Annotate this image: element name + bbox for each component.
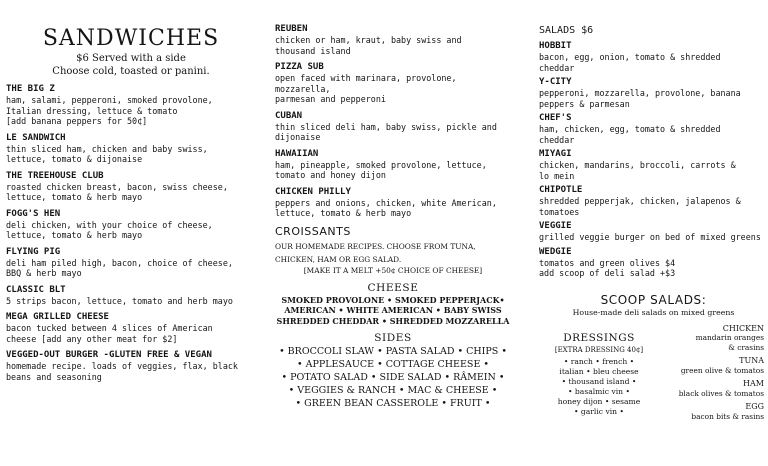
middle-column <box>275 0 511 466</box>
sandwich-list-continued <box>275 0 511 219</box>
croissants-melt-note: [MAKE IT A MELT +50¢ CHOICE OF CHEESE] <box>303 265 483 275</box>
sandwiches-prep-note: Choose cold, toasted or panini. <box>52 66 210 77</box>
menu-item <box>275 111 511 143</box>
menu-item-name: CHIPOTLE <box>539 185 583 195</box>
dressings-section <box>539 332 659 417</box>
sides-list <box>275 345 511 410</box>
menu-item-description: lettuce, tomato & herb mayo <box>275 208 412 218</box>
menu-item <box>656 324 764 353</box>
menu-item-name: TUNA <box>739 356 764 365</box>
menu-item-description: chicken, mandarins, broccoli, carrots & <box>539 160 736 170</box>
dressing-line: • thousand island • <box>561 376 637 386</box>
menu-item <box>656 356 764 375</box>
menu-item <box>275 62 511 105</box>
dressings-list <box>539 357 659 417</box>
menu-item-description: cheddar <box>539 62 575 73</box>
menu-item-name: THE TREEHOUSE CLUB <box>6 170 104 181</box>
menu-item-name: PIZZA SUB <box>275 62 324 72</box>
scoop-salad-list <box>656 324 764 426</box>
sides-line: • GREEN BEAN CASSEROLE • FRUIT • <box>295 398 491 409</box>
sandwiches-title: SANDWICHES <box>42 26 220 51</box>
menu-item <box>539 77 768 109</box>
menu-item <box>656 402 764 421</box>
dressings-title: DRESSINGS <box>563 331 635 344</box>
menu-item-description: cheddar <box>539 134 575 145</box>
menu-item <box>6 312 256 344</box>
menu-item-name: VEGGED-OUT BURGER -GLUTEN FREE & VEGAN <box>6 350 212 360</box>
menu-item-name: LE SANDWICH <box>6 132 66 143</box>
sandwiches-price-note: $6 Served with a side <box>76 53 186 64</box>
menu-item-description: shredded pepperjak, chicken, jalapenos & <box>539 196 741 206</box>
menu-item-description: bacon bits & rasins <box>691 411 764 421</box>
menu-item-name: REUBEN <box>275 24 308 34</box>
menu-item-description: bacon tucked between 4 slices of American <box>6 323 213 333</box>
menu-item-description: open faced with marinara, provolone, mozzarella, <box>275 73 457 94</box>
menu-item-name: THE BIG Z <box>6 84 55 94</box>
menu-item-name: HAWAIIAN <box>275 148 319 159</box>
menu-item-description: deli ham piled high, bacon, choice of cheese, <box>6 257 233 268</box>
dressing-line: italian • bleu cheese <box>559 366 639 376</box>
menu-item-name: VEGGIE <box>539 221 572 231</box>
sandwich-list <box>6 84 256 382</box>
sides-line: • APPLESAUCE • COTTAGE CHEESE • <box>296 359 489 370</box>
menu-item-description: parmesan and pepperoni <box>275 94 386 104</box>
dressing-line: honey dijon • sesame <box>557 396 641 406</box>
menu-item-name: MEGA GRILLED CHEESE <box>6 312 109 322</box>
menu-item <box>539 221 768 243</box>
menu-item <box>275 187 511 219</box>
menu-item-name: MIYAGI <box>539 149 572 159</box>
menu-item <box>656 379 764 398</box>
menu-item-description: 5 strips bacon, lettuce, tomato and herb mayo <box>6 295 233 306</box>
menu-item <box>539 149 768 181</box>
menu-item-description: grilled veggie burger on bed of mixed greens <box>539 232 761 242</box>
menu-item <box>275 24 511 56</box>
menu-item-description: tomatos and green olives $4 <box>539 257 676 268</box>
menu-item-description: add scoop of deli salad +$3 <box>539 268 676 278</box>
menu-item-description: thin sliced deli ham, baby swiss, pickle and <box>275 121 497 132</box>
menu-item-description: lettuce, tomato & herb mayo <box>6 230 143 240</box>
menu-item-description: roasted chicken breast, bacon, swiss cheese, <box>6 181 228 192</box>
menu-item-name: CUBAN <box>275 110 303 121</box>
cheese-list <box>275 295 511 327</box>
salads-title: SALADS $6 <box>539 25 594 36</box>
menu-item-name: HAM <box>743 379 764 388</box>
dressings-extra-note: [EXTRA DRESSING 40¢] <box>554 345 644 354</box>
menu-item-name: FLYING PIG <box>6 246 61 257</box>
dressing-line: • basalmic vin • <box>568 386 630 396</box>
menu-item-description: ham, chicken, egg, tomato & shredded <box>539 124 721 134</box>
menu-item-name: CHICKEN <box>722 323 764 333</box>
cheese-line: SHREDDED CHEDDAR • SHREDDED MOZZARELLA <box>276 315 510 326</box>
sandwiches-column <box>6 0 256 466</box>
menu-item-description: peppers & parmesan <box>539 98 630 109</box>
menu-item-description: thousand island <box>275 45 351 56</box>
menu-item-name: CHEF'S <box>539 113 572 123</box>
menu-item <box>6 209 256 241</box>
menu-item-name: Y-CITY <box>539 77 572 87</box>
menu-item-description: mandarin oranges <box>695 333 764 342</box>
menu-item-description: & crasins <box>728 342 764 352</box>
menu-item <box>6 133 256 165</box>
menu-item-description: deli chicken, with your choice of cheese, <box>6 219 213 230</box>
cheese-title: CHEESE <box>367 281 419 294</box>
salad-list <box>539 41 768 279</box>
menu-item-description: chicken or ham, kraut, baby swiss and <box>275 35 462 45</box>
menu-item <box>539 113 768 145</box>
menu-item-name: CLASSIC BLT <box>6 284 66 295</box>
menu-item-name: CHICKEN PHILLY <box>275 186 351 197</box>
menu-item-description: lettuce, tomato & herb mayo <box>6 192 143 202</box>
menu-item-name: HOBBIT <box>539 41 572 51</box>
menu-item-description: tomato and honey dijon <box>275 170 386 180</box>
menu-item-description: pepperoni, mozzarella, provolone, banana <box>539 88 741 98</box>
menu-item-description: bacon, egg, onion, tomato & shredded <box>539 52 721 62</box>
menu-item-description: thin sliced ham, chicken and baby swiss, <box>6 143 208 154</box>
menu-item-description: ham, salami, pepperoni, smoked provolone, <box>6 95 213 105</box>
menu-item-description: beans and seasoning <box>6 371 102 382</box>
menu-item <box>6 247 256 279</box>
menu-item <box>6 350 256 382</box>
croissants-title: CROISSANTS <box>275 224 351 238</box>
sides-title: SIDES <box>374 332 412 344</box>
menu-item-name: EGG <box>745 402 764 411</box>
menu-item-description: peppers and onions, chicken, white American, <box>275 197 497 208</box>
menu-item-description: green olive & tomatos <box>680 365 764 375</box>
scoop-salads-sub: House-made deli salads on mixed greens <box>572 307 735 317</box>
menu-item-description: Italian dressing, lettuce & tomato <box>6 105 178 116</box>
dressing-line: • garlic vin • <box>574 406 624 416</box>
croissants-desc-2: CHICKEN, HAM OR EGG SALAD. <box>275 254 402 264</box>
scoop-salads-title: SCOOP SALADS: <box>600 292 707 307</box>
menu-item-description: homemade recipe. loads of veggies, flax, black <box>6 361 238 371</box>
menu-item-description: black olives & tomatos <box>678 388 764 398</box>
menu-item-description: dijonaise <box>275 132 321 142</box>
menu-item <box>6 285 256 307</box>
sides-line: • POTATO SALAD • SIDE SALAD • RÂMEIN • <box>281 372 505 383</box>
menu-item-description: lo mein <box>539 170 575 181</box>
menu-item-name: WEDGIE <box>539 246 572 257</box>
menu-item-description: BBQ & herb mayo <box>6 268 82 278</box>
menu-item-description: tomatoes <box>539 206 580 217</box>
menu-item <box>539 41 768 73</box>
croissants-desc-1: OUR HOMEMADE RECIPES. CHOOSE FROM TUNA, <box>275 241 476 251</box>
sides-line: • VEGGIES & RANCH • MAC & CHEESE • <box>288 385 498 396</box>
menu-item <box>539 247 768 279</box>
cheese-line: AMERICAN • WHITE AMERICAN • BABY SWISS <box>284 305 502 315</box>
menu-item <box>539 185 768 217</box>
menu-item-name: FOGG'S HEN <box>6 208 61 219</box>
dressings-and-scoops <box>539 324 768 454</box>
menu-item-description: cheese [add any other meat for $2] <box>6 333 178 344</box>
menu-item <box>6 84 256 127</box>
menu-item <box>6 171 256 203</box>
sides-line: • BROCCOLI SLAW • PASTA SALAD • CHIPS • <box>279 346 507 357</box>
salads-column <box>539 0 768 466</box>
menu-item-description: ham, pineapple, smoked provolone, lettuce, <box>275 159 487 170</box>
cheese-line: SMOKED PROVOLONE • SMOKED PEPPERJACK• <box>281 294 505 305</box>
menu-item <box>275 149 511 181</box>
menu-item-description: lettuce, tomato & dijonaise <box>6 154 143 164</box>
menu-item-description: [add banana peppers for 50¢] <box>6 116 148 126</box>
dressing-line: • ranch • french • <box>563 356 635 366</box>
